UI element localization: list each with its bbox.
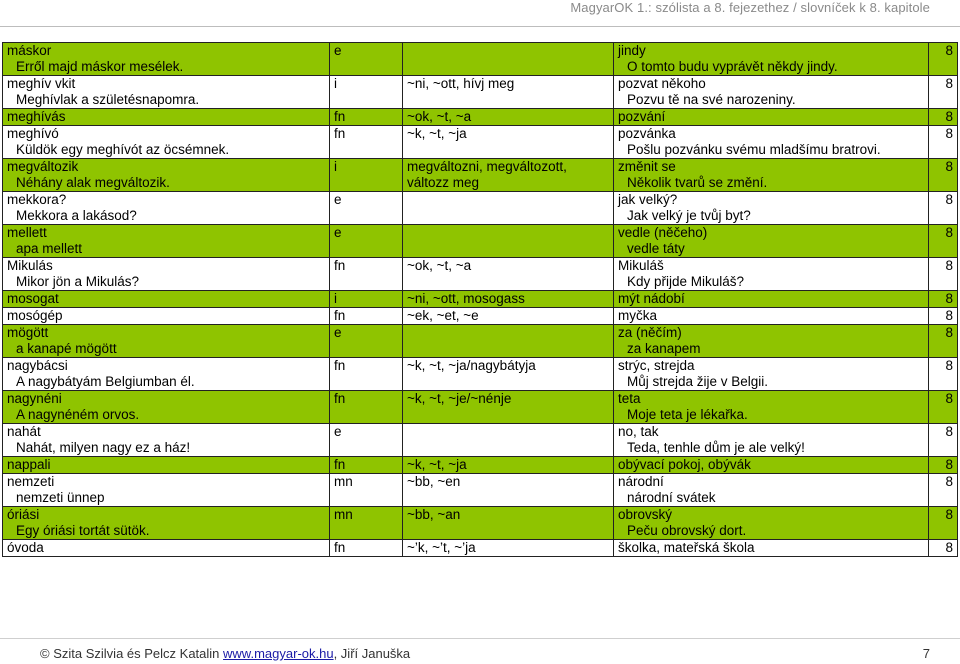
- czech-word: pozvánka: [618, 126, 676, 141]
- czech-word: změnit se: [618, 159, 676, 174]
- word-forms: ~k, ~t, ~je/~nénje: [407, 391, 512, 406]
- chapter-number: 8: [945, 225, 953, 240]
- hungarian-cell: [3, 225, 330, 258]
- grammar-cell: [330, 391, 403, 424]
- grammar-tag: e: [334, 43, 342, 58]
- word-forms: ~k, ~t, ~ja/nagybátyja: [407, 358, 536, 373]
- czech-example: Kdy přijde Mikuláš?: [627, 274, 745, 289]
- chapter-cell: [929, 540, 958, 557]
- hungarian-cell: [3, 258, 330, 291]
- czech-cell: [614, 159, 929, 192]
- word-forms: ~k, ~t, ~ja: [407, 457, 467, 472]
- grammar-cell: [330, 109, 403, 126]
- czech-word: jindy: [618, 43, 646, 58]
- chapter-cell: [929, 192, 958, 225]
- table-row: [3, 424, 958, 457]
- grammar-cell: [330, 225, 403, 258]
- czech-example: Můj strejda žije v Belgii.: [627, 374, 769, 389]
- czech-word: pozvání: [618, 109, 666, 124]
- table-row: [3, 126, 958, 159]
- chapter-cell: [929, 457, 958, 474]
- forms-cell: [403, 424, 614, 457]
- czech-word: za (něčím): [618, 325, 682, 340]
- grammar-tag: e: [334, 424, 342, 439]
- czech-example: Pošlu pozvánku svému mladšímu bratrovi.: [627, 142, 881, 157]
- forms-cell: [403, 43, 614, 76]
- forms-cell: [403, 308, 614, 325]
- grammar-tag: fn: [334, 391, 346, 406]
- czech-word: obrovský: [618, 507, 673, 522]
- forms-cell: [403, 540, 614, 557]
- czech-word: strýc, strejda: [618, 358, 695, 373]
- grammar-tag: mn: [334, 507, 353, 522]
- czech-example: Peču obrovský dort.: [627, 523, 747, 538]
- hungarian-cell: [3, 159, 330, 192]
- grammar-cell: [330, 474, 403, 507]
- grammar-cell: [330, 358, 403, 391]
- vocabulary-table-body: [3, 43, 958, 557]
- word-forms: ~ni, ~ott, hívj meg: [407, 76, 515, 91]
- chapter-number: 8: [945, 391, 953, 406]
- chapter-number: 8: [945, 76, 953, 91]
- czech-cell: [614, 424, 929, 457]
- copyright-icon: ©: [40, 646, 50, 661]
- hungarian-example: apa mellett: [16, 241, 83, 256]
- hungarian-word: nagybácsi: [7, 358, 68, 373]
- hungarian-example: A nagynéném orvos.: [16, 407, 140, 422]
- czech-cell: [614, 192, 929, 225]
- grammar-cell: [330, 258, 403, 291]
- word-forms: megváltozni, megváltozott, változz meg: [407, 159, 567, 190]
- czech-cell: [614, 457, 929, 474]
- grammar-tag: fn: [334, 540, 346, 555]
- hungarian-cell: [3, 424, 330, 457]
- chapter-number: 8: [945, 457, 953, 472]
- grammar-cell: [330, 540, 403, 557]
- chapter-cell: [929, 507, 958, 540]
- hungarian-example: Mekkora a lakásod?: [16, 208, 137, 223]
- czech-cell: [614, 291, 929, 308]
- grammar-cell: [330, 457, 403, 474]
- grammar-cell: [330, 159, 403, 192]
- chapter-number: 8: [945, 474, 953, 489]
- table-row: [3, 540, 958, 557]
- czech-cell: [614, 308, 929, 325]
- grammar-tag: e: [334, 192, 342, 207]
- grammar-tag: i: [334, 76, 337, 91]
- czech-cell: [614, 540, 929, 557]
- table-row: [3, 258, 958, 291]
- vocabulary-table: [2, 42, 958, 557]
- chapter-cell: [929, 258, 958, 291]
- czech-example: Několik tvarů se změní.: [627, 175, 768, 190]
- czech-example: za kanapem: [627, 341, 701, 356]
- grammar-cell: [330, 76, 403, 109]
- hungarian-example: Mikor jön a Mikulás?: [16, 274, 140, 289]
- chapter-number: 8: [945, 507, 953, 522]
- czech-word: školka, mateřská škola: [618, 540, 755, 555]
- word-forms: ~ok, ~t, ~a: [407, 109, 472, 124]
- table-row: [3, 457, 958, 474]
- hungarian-example: Küldök egy meghívót az öcsémnek.: [16, 142, 230, 157]
- hungarian-cell: [3, 126, 330, 159]
- forms-cell: [403, 325, 614, 358]
- word-forms: ~ek, ~et, ~e: [407, 308, 479, 323]
- word-forms: ~bb, ~an: [407, 507, 461, 522]
- grammar-cell: [330, 424, 403, 457]
- czech-word: teta: [618, 391, 641, 406]
- chapter-number: 8: [945, 126, 953, 141]
- chapter-cell: [929, 424, 958, 457]
- table-row: [3, 291, 958, 308]
- forms-cell: [403, 192, 614, 225]
- forms-cell: [403, 76, 614, 109]
- chapter-cell: [929, 325, 958, 358]
- hungarian-cell: [3, 109, 330, 126]
- hungarian-word: Mikulás: [7, 258, 53, 273]
- grammar-tag: fn: [334, 126, 346, 141]
- hungarian-word: meghív vkit: [7, 76, 76, 91]
- czech-word: jak velký?: [618, 192, 678, 207]
- grammar-cell: [330, 126, 403, 159]
- grammar-tag: i: [334, 291, 337, 306]
- czech-word: myčka: [618, 308, 658, 323]
- grammar-cell: [330, 507, 403, 540]
- hungarian-cell: [3, 507, 330, 540]
- forms-cell: [403, 126, 614, 159]
- czech-example: vedle táty: [627, 241, 685, 256]
- footer-coauthor: , Jiří Januška: [333, 646, 411, 661]
- forms-cell: [403, 391, 614, 424]
- czech-cell: [614, 109, 929, 126]
- chapter-cell: [929, 126, 958, 159]
- table-row: [3, 507, 958, 540]
- forms-cell: [403, 457, 614, 474]
- grammar-tag: fn: [334, 358, 346, 373]
- forms-cell: [403, 358, 614, 391]
- grammar-tag: i: [334, 159, 337, 174]
- word-forms: ~bb, ~en: [407, 474, 461, 489]
- czech-example: Pozvu tě na své narozeniny.: [627, 92, 796, 107]
- hungarian-word: megváltozik: [7, 159, 79, 174]
- chapter-number: 8: [945, 358, 953, 373]
- hungarian-cell: [3, 291, 330, 308]
- table-row: [3, 159, 958, 192]
- grammar-cell: [330, 291, 403, 308]
- word-forms: ~ok, ~t, ~a: [407, 258, 472, 273]
- table-row: [3, 225, 958, 258]
- chapter-number: 8: [945, 159, 953, 174]
- grammar-tag: e: [334, 225, 342, 240]
- table-row: [3, 308, 958, 325]
- footer-authors: Szita Szilvia és Pelcz Katalin: [53, 646, 220, 661]
- table-row: [3, 43, 958, 76]
- hungarian-cell: [3, 474, 330, 507]
- czech-word: vedle (něčeho): [618, 225, 708, 240]
- chapter-cell: [929, 358, 958, 391]
- chapter-cell: [929, 391, 958, 424]
- czech-word: pozvat někoho: [618, 76, 706, 91]
- chapter-number: 8: [945, 192, 953, 207]
- chapter-number: 8: [945, 325, 953, 340]
- forms-cell: [403, 159, 614, 192]
- word-forms: ~’k, ~’t, ~’ja: [407, 540, 476, 555]
- grammar-cell: [330, 192, 403, 225]
- chapter-number: 8: [945, 540, 953, 555]
- chapter-cell: [929, 474, 958, 507]
- czech-word: obývací pokoj, obývák: [618, 457, 751, 472]
- hungarian-example: nemzeti ünnep: [16, 490, 105, 505]
- czech-cell: [614, 325, 929, 358]
- hungarian-example: Erről majd máskor mesélek.: [16, 59, 184, 74]
- hungarian-cell: [3, 76, 330, 109]
- grammar-cell: [330, 308, 403, 325]
- hungarian-word: mögött: [7, 325, 49, 340]
- footer-website-link[interactable]: www.magyar-ok.hu: [223, 646, 334, 661]
- chapter-number: 8: [945, 424, 953, 439]
- czech-example: O tomto budu vyprávět někdy jindy.: [627, 59, 838, 74]
- chapter-number: 8: [945, 308, 953, 323]
- hungarian-word: máskor: [7, 43, 52, 58]
- hungarian-word: óvoda: [7, 540, 44, 555]
- chapter-number: 8: [945, 291, 953, 306]
- forms-cell: [403, 474, 614, 507]
- hungarian-cell: [3, 192, 330, 225]
- hungarian-example: a kanapé mögött: [16, 341, 117, 356]
- forms-cell: [403, 225, 614, 258]
- czech-word: Mikuláš: [618, 258, 664, 273]
- czech-cell: [614, 474, 929, 507]
- czech-example: Teda, tenhle dům je ale velký!: [627, 440, 805, 455]
- grammar-cell: [330, 325, 403, 358]
- hungarian-cell: [3, 325, 330, 358]
- czech-cell: [614, 258, 929, 291]
- grammar-tag: mn: [334, 474, 353, 489]
- word-forms: ~k, ~t, ~ja: [407, 126, 467, 141]
- czech-word: národní: [618, 474, 664, 489]
- chapter-cell: [929, 225, 958, 258]
- grammar-tag: fn: [334, 308, 346, 323]
- header-divider: [0, 26, 960, 27]
- chapter-number: 8: [945, 258, 953, 273]
- table-row: [3, 474, 958, 507]
- hungarian-word: nappali: [7, 457, 51, 472]
- page-number: 7: [922, 646, 930, 661]
- hungarian-cell: [3, 391, 330, 424]
- word-forms: ~ni, ~ott, mosogass: [407, 291, 525, 306]
- chapter-cell: [929, 76, 958, 109]
- chapter-cell: [929, 159, 958, 192]
- hungarian-cell: [3, 43, 330, 76]
- grammar-tag: fn: [334, 109, 346, 124]
- czech-cell: [614, 76, 929, 109]
- czech-example: Jak velký je tvůj byt?: [627, 208, 751, 223]
- chapter-cell: [929, 308, 958, 325]
- footer-credits: [40, 646, 410, 661]
- grammar-cell: [330, 43, 403, 76]
- chapter-cell: [929, 109, 958, 126]
- hungarian-word: mosogat: [7, 291, 59, 306]
- czech-cell: [614, 43, 929, 76]
- forms-cell: [403, 109, 614, 126]
- hungarian-word: meghívó: [7, 126, 59, 141]
- hungarian-example: A nagybátyám Belgiumban él.: [16, 374, 195, 389]
- hungarian-word: nagynéni: [7, 391, 62, 406]
- hungarian-cell: [3, 457, 330, 474]
- czech-cell: [614, 358, 929, 391]
- forms-cell: [403, 507, 614, 540]
- czech-example: Moje teta je lékařka.: [627, 407, 748, 422]
- chapter-number: 8: [945, 43, 953, 58]
- table-row: [3, 358, 958, 391]
- forms-cell: [403, 291, 614, 308]
- czech-word: mýt nádobí: [618, 291, 685, 306]
- table-row: [3, 325, 958, 358]
- chapter-cell: [929, 291, 958, 308]
- hungarian-word: mekkora?: [7, 192, 67, 207]
- forms-cell: [403, 258, 614, 291]
- hungarian-word: meghívás: [7, 109, 66, 124]
- grammar-tag: e: [334, 325, 342, 340]
- hungarian-cell: [3, 308, 330, 325]
- hungarian-example: Egy óriási tortát sütök.: [16, 523, 150, 538]
- chapter-number: 8: [945, 109, 953, 124]
- hungarian-word: óriási: [7, 507, 40, 522]
- table-row: [3, 192, 958, 225]
- table-row: [3, 109, 958, 126]
- hungarian-example: Néhány alak megváltozik.: [16, 175, 170, 190]
- hungarian-cell: [3, 540, 330, 557]
- hungarian-example: Meghívlak a születésnapomra.: [16, 92, 200, 107]
- hungarian-word: mosógép: [7, 308, 63, 323]
- hungarian-example: Nahát, milyen nagy ez a ház!: [16, 440, 191, 455]
- hungarian-word: nahát: [7, 424, 41, 439]
- hungarian-cell: [3, 358, 330, 391]
- table-row: [3, 76, 958, 109]
- footer-divider: [0, 638, 960, 639]
- czech-cell: [614, 507, 929, 540]
- grammar-tag: fn: [334, 258, 346, 273]
- page-header-title: MagyarOK 1.: szólista a 8. fejezethez / slovníček k 8. kapitole: [570, 0, 930, 15]
- czech-cell: [614, 225, 929, 258]
- table-row: [3, 391, 958, 424]
- czech-example: národní svátek: [627, 490, 716, 505]
- grammar-tag: fn: [334, 457, 346, 472]
- czech-word: no, tak: [618, 424, 659, 439]
- czech-cell: [614, 126, 929, 159]
- chapter-cell: [929, 43, 958, 76]
- hungarian-word: mellett: [7, 225, 47, 240]
- czech-cell: [614, 391, 929, 424]
- hungarian-word: nemzeti: [7, 474, 55, 489]
